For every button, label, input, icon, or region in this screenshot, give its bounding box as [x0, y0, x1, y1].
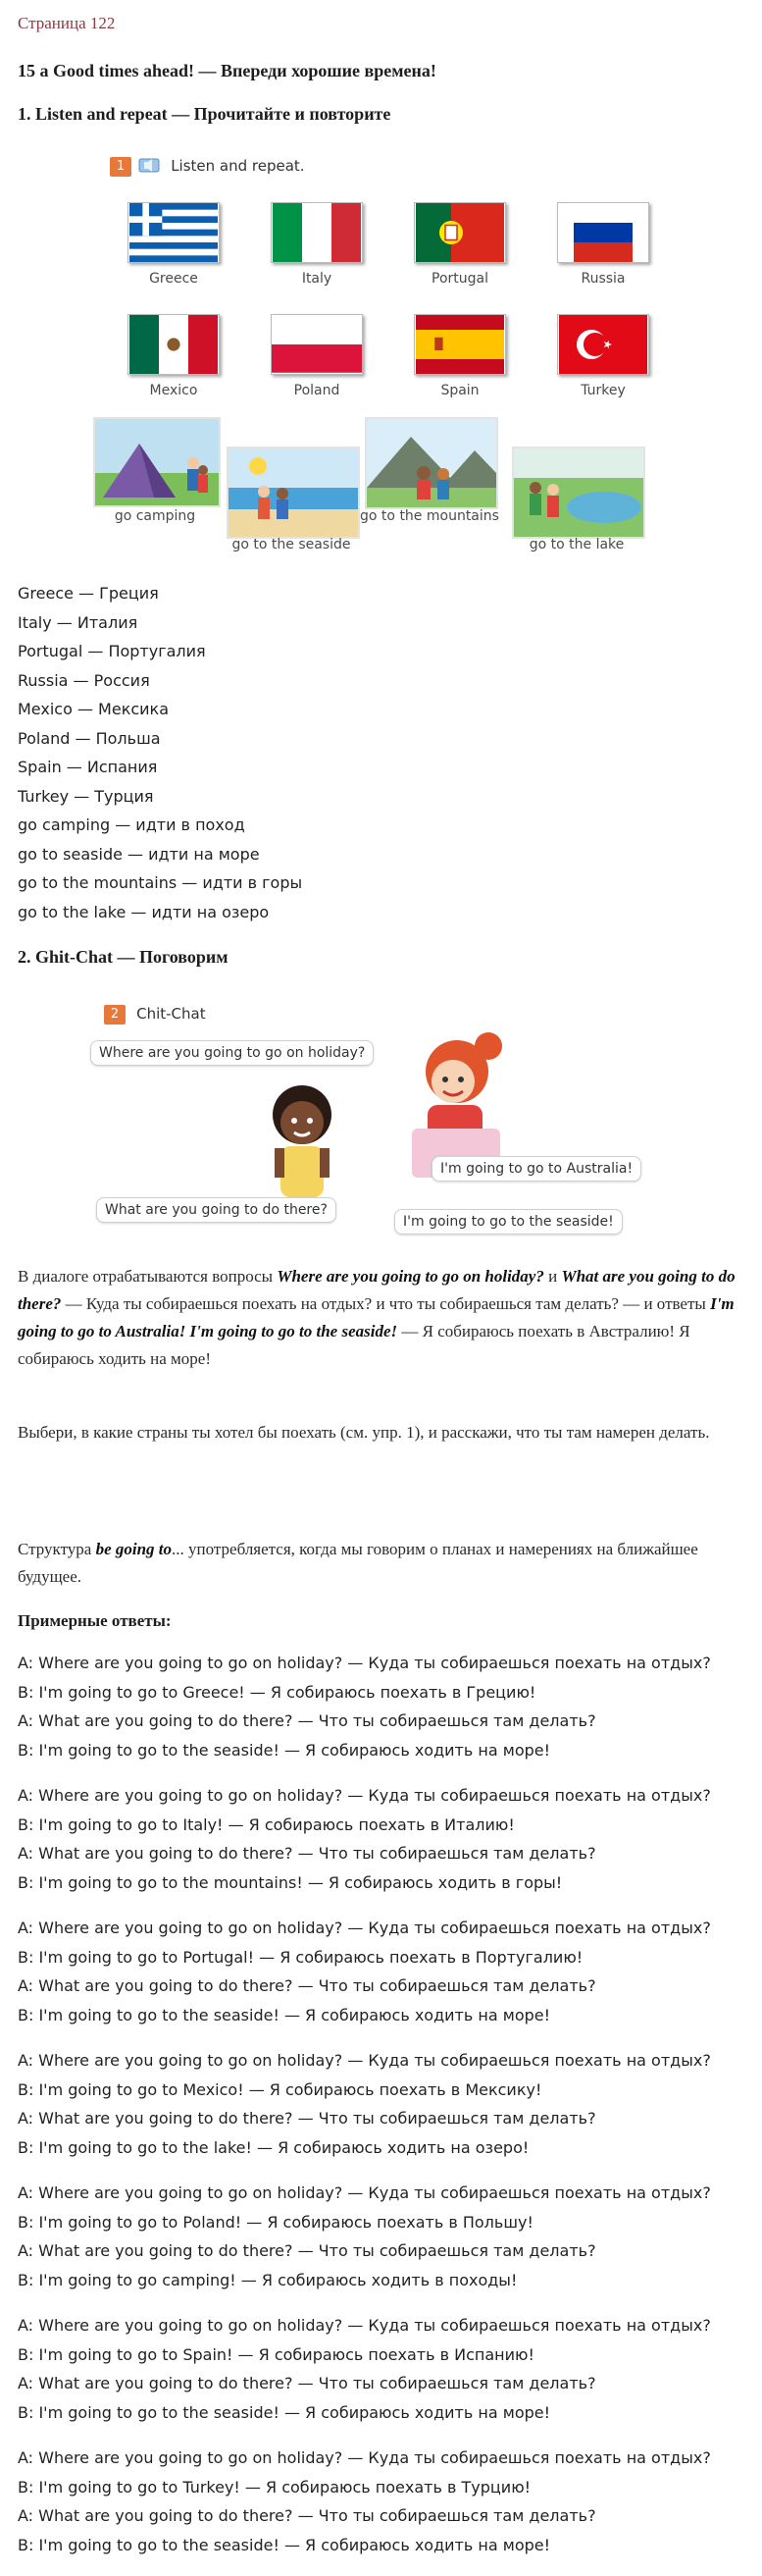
vocab-item: Russia — Россия	[18, 670, 150, 690]
page-number: Страница 122	[18, 14, 116, 32]
flag-card-portugal	[406, 202, 514, 287]
flag-card-greece	[120, 202, 228, 287]
dialogue-line: A: Where are you going to go on holiday? — Куда ты собираешься поехать на отдых?	[18, 1786, 711, 1805]
vocab-item: Italy — Италия	[18, 612, 138, 632]
flag-label: Italy	[301, 271, 332, 287]
vocab-item: go camping — идти в поход	[18, 815, 245, 834]
vocab-item: go to the lake — идти на озеро	[18, 902, 270, 921]
exercise1-badge: 1	[110, 157, 131, 177]
speech-bubble-a2: I'm going to go to the seaside!	[394, 1209, 623, 1235]
girl-dark-hair-illustration-icon	[257, 1079, 347, 1205]
dialogue-line: A: Where are you going to go on holiday? — Куда ты собираешься поехать на отдых?	[18, 1919, 711, 1937]
dialogue-line: A: Where are you going to go on holiday? — Куда ты собираешься поехать на отдых?	[18, 1654, 711, 1672]
flag-card-italy	[263, 202, 371, 287]
flag-label: Russia	[581, 271, 626, 287]
dialogue-line: B: I'm going to go to Poland! — Я собираюсь поехать в Польшу!	[18, 2212, 533, 2232]
dialogue-line: A: Where are you going to go on holiday? — Куда ты собираешься поехать на отдых?	[18, 2448, 711, 2467]
russia-flag-icon	[557, 202, 649, 263]
dialogue-3	[18, 1914, 743, 2029]
explanation-paragraph	[18, 1263, 743, 1373]
dialogue-line: A: What are you going to do there? — Что ты собираешься там делать?	[18, 1711, 596, 1730]
scene-label: go to the mountains	[360, 508, 499, 524]
exercise1-label: Listen and repeat.	[171, 156, 305, 175]
spain-flag-icon	[414, 314, 506, 375]
dialogue-line: B: I'm going to go to Italy! — Я собираюсь поехать в Италию!	[18, 1814, 515, 1834]
speech-bubble-q2: What are you going to do there?	[96, 1197, 336, 1223]
dialogue-line: A: What are you going to do there? — Что ты собираешься там делать?	[18, 2241, 596, 2260]
exercise2-badge: 2	[104, 1005, 126, 1025]
dialogue-line: B: I'm going to go to Spain! — Я собираюсь поехать в Испанию!	[18, 2344, 534, 2364]
flag-label: Portugal	[432, 271, 488, 287]
vocab-item: go to seaside — идти на море	[18, 844, 260, 864]
scene-label: go camping	[114, 508, 196, 524]
flag-label: Turkey	[581, 383, 626, 398]
dialogue-5	[18, 2179, 743, 2294]
scene-seaside	[227, 447, 360, 539]
dialogue-line: B: I'm going to go to Portugal! — Я собираюсь поехать в Португалию!	[18, 1947, 584, 1967]
vocab-item: Poland — Польша	[18, 728, 161, 748]
scene-mountains	[365, 417, 498, 509]
vocab-item: Mexico — Мексика	[18, 700, 170, 718]
dialogue-line: B: I'm going to go to Mexico! — Я собираюсь поехать в Мексику!	[18, 2079, 542, 2099]
dialogue-line: B: I'm going to go to Turkey! — Я собираюсь поехать в Турцию!	[18, 2477, 532, 2497]
dialogue-2	[18, 1781, 743, 1897]
dialogue-line: A: Where are you going to go on holiday? — Куда ты собираешься поехать на отдых?	[18, 2051, 711, 2070]
dialogue-line: A: What are you going to do there? — Что ты собираешься там делать?	[18, 2506, 596, 2525]
dialogue-line: A: Where are you going to go on holiday? — Куда ты собираешься поехать на отдых?	[18, 2316, 711, 2335]
scene-label: go to the seaside	[231, 537, 351, 552]
italy-flag-icon	[271, 202, 363, 263]
turkey-flag-icon	[557, 314, 649, 375]
portugal-flag-icon	[414, 202, 506, 263]
flag-label: Greece	[149, 271, 198, 287]
dialogue-line: A: Where are you going to go on holiday? — Куда ты собираешься поехать на отдых?	[18, 2183, 711, 2202]
mountains-illustration-icon	[367, 419, 496, 507]
speaker-icon	[138, 158, 160, 174]
exercise2-header	[104, 1003, 206, 1025]
dialogue-line: B: I'm going to go to the seaside! — Я собираюсь ходить на море!	[18, 1740, 551, 1760]
flag-label: Poland	[293, 383, 340, 398]
text-fragment: В диалоге отрабатываются вопросы	[18, 1267, 278, 1286]
flag-card-turkey	[549, 314, 657, 398]
text-fragment: и	[543, 1267, 562, 1286]
flag-label: Spain	[440, 383, 480, 398]
speech-bubble-q1: Where are you going to go on holiday?	[90, 1040, 374, 1066]
vocab-item: Turkey — Турция	[18, 786, 154, 806]
text-fragment: Структура	[18, 1540, 96, 1558]
text-fragment: — Куда ты собираешься поехать на отдых? и что ты собираешься там делать? — и ответы	[61, 1294, 711, 1313]
dialogue-line: B: I'm going to go to the seaside! — Я собираюсь ходить на море!	[18, 2005, 551, 2024]
vocab-item: go to the mountains — идти в горы	[18, 873, 303, 892]
dialogue-line: B: I'm going to go to the seaside! — Я собираюсь ходить на море!	[18, 2402, 551, 2422]
mexico-flag-icon	[127, 314, 220, 375]
exercise2-label: Chit-Chat	[136, 1004, 206, 1023]
text-fragment: be going to	[95, 1540, 173, 1558]
greece-flag-icon	[127, 202, 220, 263]
flag-card-russia	[549, 202, 657, 287]
text-fragment: I'm going to go to Australia! I'm going to go to the seaside!	[18, 1294, 735, 1341]
vocabulary-list	[18, 579, 743, 926]
poland-flag-icon	[271, 314, 363, 375]
dialogue-line: B: I'm going to go to the seaside! — Я собираюсь ходить на море!	[18, 2535, 551, 2554]
dialogue-line: A: What are you going to do there? — Что ты собираешься там делать?	[18, 2109, 596, 2128]
dialogue-7	[18, 2444, 743, 2559]
text-fragment: What are you going to do there?	[18, 1267, 736, 1313]
lesson-title: 15 a Good times ahead! — Впереди хорошие времена!	[18, 61, 436, 80]
dialogue-line: A: What are you going to do there? — Что ты собираешься там делать?	[18, 1976, 596, 1995]
scene-camping	[93, 417, 221, 507]
grammar-paragraph	[18, 1536, 743, 1591]
scene-lake	[512, 447, 645, 539]
dialogue-line: B: I'm going to go to the mountains! — Я собираюсь ходить в горы!	[18, 1872, 563, 1892]
dialogue-line: A: What are you going to do there? — Что ты собираешься там делать?	[18, 1844, 596, 1863]
dialogue-4	[18, 2046, 743, 2162]
section1-title: 1. Listen and repeat — Прочитайте и повторите	[18, 104, 391, 124]
vocab-item: Portugal — Португалия	[18, 642, 206, 660]
dialogue-line: B: I'm going to go to Greece! — Я собираюсь поехать в Грецию!	[18, 1682, 536, 1702]
vocab-item: Spain — Испания	[18, 758, 158, 776]
exercise1-header	[110, 155, 639, 173]
section2-title: 2. Ghit-Chat — Поговорим	[18, 947, 229, 967]
text-fragment: Where are you going to go on holiday?	[277, 1267, 544, 1286]
seaside-illustration-icon	[229, 448, 358, 537]
vocab-item: Greece — Греция	[18, 584, 159, 603]
text-fragment: ... употребляется, когда мы говорим о планах и намерениях на ближайшее будущее.	[18, 1540, 698, 1586]
flag-card-poland	[263, 314, 371, 398]
dialogue-line: A: What are you going to do there? — Что ты собираешься там делать?	[18, 2374, 596, 2392]
task-paragraph: Выбери, в какие страны ты хотел бы поехать (см. упр. 1), и расскажи, что ты там намерен делать.	[18, 1423, 710, 1442]
dialogue-1	[18, 1649, 743, 1764]
flag-card-mexico	[120, 314, 228, 398]
camping-illustration-icon	[95, 419, 219, 505]
dialogue-6	[18, 2311, 743, 2427]
text-fragment: — Я собираюсь поехать в Австралию! Я собираюсь ходить на море!	[18, 1322, 690, 1368]
lake-illustration-icon	[514, 448, 643, 537]
dialogue-line: B: I'm going to go to the lake! — Я собираюсь ходить на озеро!	[18, 2137, 530, 2157]
scene-label: go to the lake	[529, 537, 625, 552]
speech-bubble-a1: I'm going to go to Australia!	[432, 1156, 641, 1182]
dialogue-line: B: I'm going to go camping! — Я собираюсь ходить в походы!	[18, 2270, 518, 2289]
flag-card-spain	[406, 314, 514, 398]
answers-title: Примерные ответы:	[18, 1611, 172, 1630]
flag-label: Mexico	[149, 383, 198, 398]
